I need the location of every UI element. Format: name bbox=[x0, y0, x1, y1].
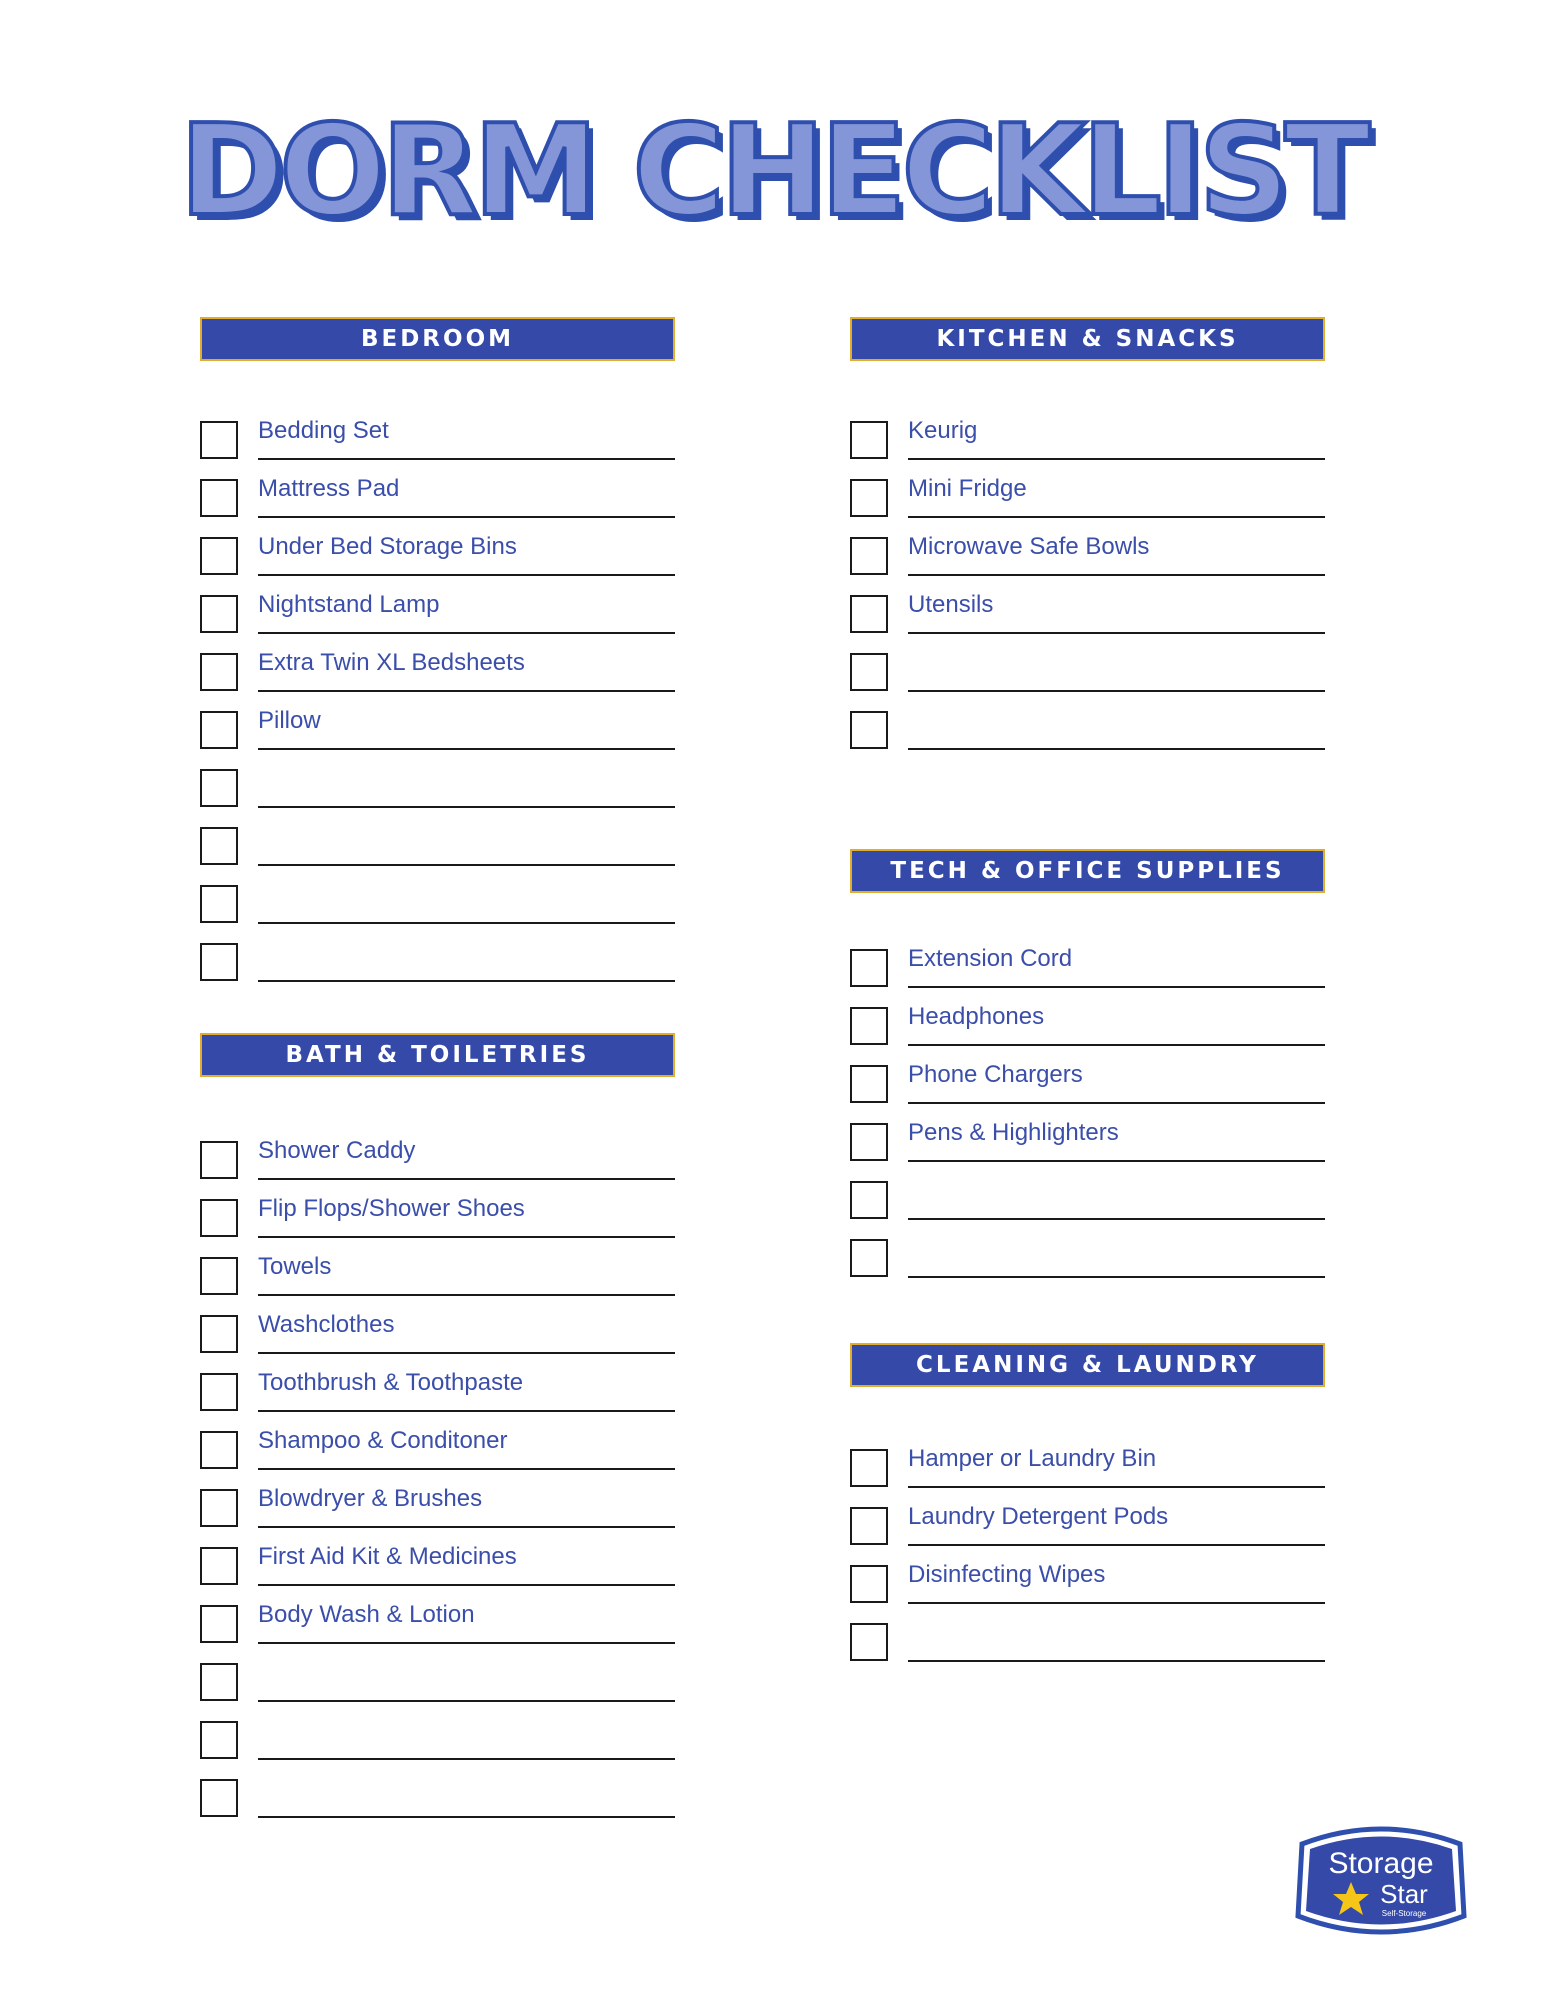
checkbox[interactable] bbox=[200, 1779, 238, 1817]
checkbox[interactable] bbox=[850, 949, 888, 987]
checkbox[interactable] bbox=[200, 537, 238, 575]
item-blank-line[interactable] bbox=[258, 879, 675, 924]
list-item bbox=[200, 1367, 675, 1425]
checkbox[interactable] bbox=[850, 1007, 888, 1045]
checkbox[interactable] bbox=[200, 1431, 238, 1469]
list-item bbox=[850, 705, 1325, 763]
list-item bbox=[200, 705, 675, 763]
checkbox[interactable] bbox=[850, 1123, 888, 1161]
logo-text-star: Star bbox=[1380, 1879, 1428, 1909]
list-item bbox=[200, 763, 675, 821]
checkbox[interactable] bbox=[200, 827, 238, 865]
list-item bbox=[850, 1617, 1325, 1675]
checkbox[interactable] bbox=[850, 1239, 888, 1277]
item-label: Toothbrush & Toothpaste bbox=[258, 1367, 675, 1412]
item-blank-line[interactable] bbox=[258, 1715, 675, 1760]
list-item bbox=[850, 1117, 1325, 1175]
item-label: Shampoo & Conditoner bbox=[258, 1425, 675, 1470]
checkbox[interactable] bbox=[200, 479, 238, 517]
list-item bbox=[200, 1135, 675, 1193]
item-label: Phone Chargers bbox=[908, 1059, 1325, 1104]
list-item bbox=[200, 1773, 675, 1831]
page-title: DORM CHECKLIST bbox=[179, 97, 1366, 244]
list-item bbox=[200, 1541, 675, 1599]
checkbox[interactable] bbox=[200, 1373, 238, 1411]
section-header-bath: BATH & TOILETRIES bbox=[200, 1033, 675, 1077]
item-label: Bedding Set bbox=[258, 415, 675, 460]
checkbox[interactable] bbox=[200, 711, 238, 749]
list-item bbox=[200, 1715, 675, 1773]
item-label: Utensils bbox=[908, 589, 1325, 634]
list-item bbox=[200, 589, 675, 647]
checkbox[interactable] bbox=[850, 595, 888, 633]
section-kitchen-snacks bbox=[850, 317, 1325, 763]
checkbox[interactable] bbox=[850, 1565, 888, 1603]
list-item bbox=[850, 943, 1325, 1001]
checkbox[interactable] bbox=[850, 1449, 888, 1487]
item-label: Mini Fridge bbox=[908, 473, 1325, 518]
list-item bbox=[200, 531, 675, 589]
list-item bbox=[200, 1483, 675, 1541]
item-blank-line[interactable] bbox=[908, 647, 1325, 692]
item-label: Flip Flops/Shower Shoes bbox=[258, 1193, 675, 1238]
item-label: Blowdryer & Brushes bbox=[258, 1483, 675, 1528]
item-blank-line[interactable] bbox=[908, 1175, 1325, 1220]
list-item bbox=[200, 937, 675, 995]
item-blank-line[interactable] bbox=[258, 937, 675, 982]
item-label: Headphones bbox=[908, 1001, 1325, 1046]
item-label: Pens & Highlighters bbox=[908, 1117, 1325, 1162]
checkbox[interactable] bbox=[200, 421, 238, 459]
checkbox[interactable] bbox=[200, 1547, 238, 1585]
list-item bbox=[200, 1657, 675, 1715]
item-label: Towels bbox=[258, 1251, 675, 1296]
list-item bbox=[200, 1425, 675, 1483]
checkbox[interactable] bbox=[850, 1181, 888, 1219]
list-item bbox=[850, 1559, 1325, 1617]
section-header-kitchen: KITCHEN & SNACKS bbox=[850, 317, 1325, 361]
list-item bbox=[850, 415, 1325, 473]
checkbox[interactable] bbox=[200, 1721, 238, 1759]
item-label: Hamper or Laundry Bin bbox=[908, 1443, 1325, 1488]
list-item bbox=[200, 473, 675, 531]
section-bedroom bbox=[200, 317, 675, 995]
checkbox[interactable] bbox=[200, 885, 238, 923]
item-label: Laundry Detergent Pods bbox=[908, 1501, 1325, 1546]
checkbox[interactable] bbox=[850, 421, 888, 459]
section-header-cleaning: CLEANING & LAUNDRY bbox=[850, 1343, 1325, 1387]
list-item bbox=[850, 1175, 1325, 1233]
item-blank-line[interactable] bbox=[258, 763, 675, 808]
item-label: Extension Cord bbox=[908, 943, 1325, 988]
list-item bbox=[200, 821, 675, 879]
item-blank-line[interactable] bbox=[908, 705, 1325, 750]
list-item bbox=[850, 1233, 1325, 1291]
item-label: Microwave Safe Bowls bbox=[908, 531, 1325, 576]
item-label: First Aid Kit & Medicines bbox=[258, 1541, 675, 1586]
checkbox[interactable] bbox=[850, 1065, 888, 1103]
section-tech-office bbox=[850, 849, 1325, 1291]
section-cleaning-laundry bbox=[850, 1343, 1325, 1675]
list-item bbox=[200, 1309, 675, 1367]
item-label: Under Bed Storage Bins bbox=[258, 531, 675, 576]
checkbox[interactable] bbox=[200, 1257, 238, 1295]
list-item bbox=[200, 647, 675, 705]
checkbox[interactable] bbox=[850, 479, 888, 517]
checkbox[interactable] bbox=[200, 1605, 238, 1643]
list-item bbox=[850, 589, 1325, 647]
checkbox[interactable] bbox=[200, 769, 238, 807]
list-item bbox=[200, 1193, 675, 1251]
list-item bbox=[850, 647, 1325, 705]
item-label: Washclothes bbox=[258, 1309, 675, 1354]
item-blank-line[interactable] bbox=[258, 821, 675, 866]
section-header-tech: TECH & OFFICE SUPPLIES bbox=[850, 849, 1325, 893]
item-label: Body Wash & Lotion bbox=[258, 1599, 675, 1644]
checkbox[interactable] bbox=[200, 1663, 238, 1701]
checkbox[interactable] bbox=[850, 537, 888, 575]
logo-text-storage: Storage bbox=[1328, 1847, 1434, 1880]
storage-star-logo bbox=[1290, 1818, 1472, 1942]
list-item bbox=[850, 1001, 1325, 1059]
list-item bbox=[200, 415, 675, 473]
list-item bbox=[200, 1251, 675, 1309]
logo-tagline: Self-Storage bbox=[1381, 1909, 1427, 1918]
checkbox[interactable] bbox=[200, 943, 238, 981]
list-item bbox=[850, 1443, 1325, 1501]
checkbox[interactable] bbox=[850, 1507, 888, 1545]
checkbox[interactable] bbox=[850, 1623, 888, 1661]
list-item bbox=[850, 473, 1325, 531]
section-bath-toiletries bbox=[200, 1033, 675, 1831]
item-label: Nightstand Lamp bbox=[258, 589, 675, 634]
list-item bbox=[850, 1059, 1325, 1117]
section-header-bedroom: BEDROOM bbox=[200, 317, 675, 361]
item-label: Pillow bbox=[258, 705, 675, 750]
checkbox[interactable] bbox=[200, 653, 238, 691]
checkbox[interactable] bbox=[200, 1315, 238, 1353]
item-label: Disinfecting Wipes bbox=[908, 1559, 1325, 1604]
list-item bbox=[200, 879, 675, 937]
checkbox[interactable] bbox=[850, 653, 888, 691]
checkbox[interactable] bbox=[850, 711, 888, 749]
item-label: Extra Twin XL Bedsheets bbox=[258, 647, 675, 692]
checkbox[interactable] bbox=[200, 595, 238, 633]
checkbox[interactable] bbox=[200, 1489, 238, 1527]
item-blank-line[interactable] bbox=[908, 1233, 1325, 1278]
item-blank-line[interactable] bbox=[258, 1657, 675, 1702]
item-label: Shower Caddy bbox=[258, 1135, 675, 1180]
list-item bbox=[850, 1501, 1325, 1559]
item-label: Mattress Pad bbox=[258, 473, 675, 518]
item-label: Keurig bbox=[908, 415, 1325, 460]
list-item bbox=[200, 1599, 675, 1657]
checkbox[interactable] bbox=[200, 1141, 238, 1179]
item-blank-line[interactable] bbox=[908, 1617, 1325, 1662]
checkbox[interactable] bbox=[200, 1199, 238, 1237]
item-blank-line[interactable] bbox=[258, 1773, 675, 1818]
list-item bbox=[850, 531, 1325, 589]
